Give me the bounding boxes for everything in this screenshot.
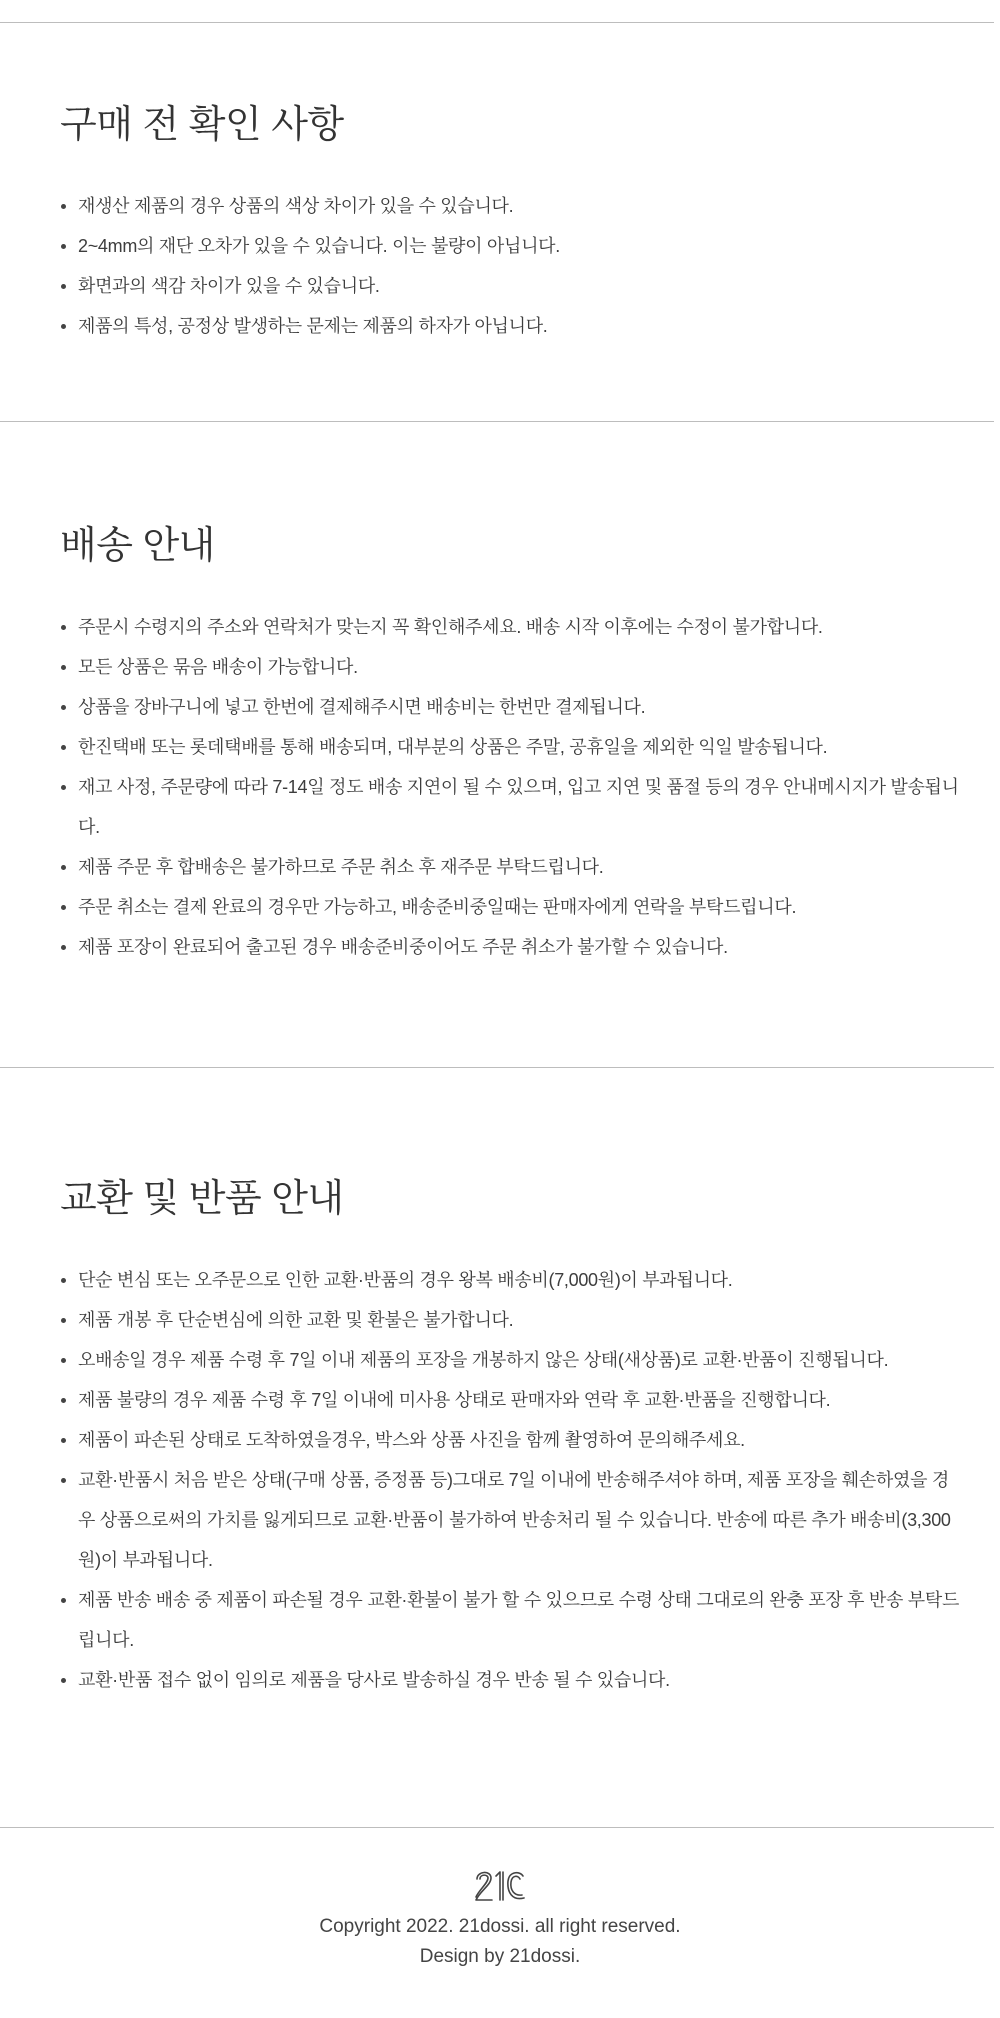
section-title: 교환 및 반품 안내 bbox=[60, 1178, 344, 1220]
section-divider bbox=[0, 421, 994, 422]
list-item: 제품 포장이 완료되어 출고된 경우 배송준비중이어도 주문 취소가 불가할 수 있습니다. bbox=[60, 927, 960, 967]
exchange-return-section bbox=[60, 1176, 960, 1700]
list-item: 단순 변심 또는 오주문으로 인한 교환·반품의 경우 왕복 배송비(7,000원)이 부과됩니다. bbox=[60, 1260, 960, 1300]
list-item: 교환·반품 접수 없이 임의로 제품을 당사로 발송하실 경우 반송 될 수 있습니다. bbox=[60, 1660, 960, 1700]
list-item: 재생산 제품의 경우 상품의 색상 차이가 있을 수 있습니다. bbox=[60, 186, 960, 226]
notice-list bbox=[60, 186, 960, 346]
list-item: 주문시 수령지의 주소와 연락처가 맞는지 꼭 확인해주세요. 배송 시작 이후에는 수정이 불가합니다. bbox=[60, 607, 960, 647]
copyright-text: Copyright 2022. 21dossi. all right reserved. bbox=[319, 1916, 681, 1937]
list-item: 제품이 파손된 상태로 도착하였을경우, 박스와 상품 사진을 함께 촬영하여 문의해주세요. bbox=[60, 1420, 960, 1460]
list-item: 제품 반송 배송 중 제품이 파손될 경우 교환·환불이 불가 할 수 있으므로 수령 상태 그대로의 완충 포장 후 반송 부탁드립니다. bbox=[60, 1580, 960, 1660]
brand-logo bbox=[472, 1866, 528, 1906]
pre-purchase-section bbox=[60, 102, 960, 346]
footer-divider bbox=[0, 1827, 994, 1828]
list-item: 재고 사정, 주문량에 따라 7-14일 정도 배송 지연이 될 수 있으며, 입고 지연 및 품절 등의 경우 안내메시지가 발송됩니다. bbox=[60, 767, 960, 847]
list-item: 오배송일 경우 제품 수령 후 7일 이내 제품의 포장을 개봉하지 않은 상태(새상품)로 교환·반품이 진행됩니다. bbox=[60, 1340, 960, 1380]
top-divider bbox=[0, 22, 994, 23]
list-item: 모든 상품은 묶음 배송이 가능합니다. bbox=[60, 647, 960, 687]
section-divider bbox=[0, 1067, 994, 1068]
list-item: 화면과의 색감 차이가 있을 수 있습니다. bbox=[60, 266, 960, 306]
design-credit: Design by 21dossi. bbox=[419, 1946, 581, 1967]
list-item: 한진택배 또는 롯데택배를 통해 배송되며, 대부분의 상품은 주말, 공휴일을 제외한 익일 발송됩니다. bbox=[60, 727, 960, 767]
notice-list bbox=[60, 1260, 960, 1700]
list-item: 제품 불량의 경우 제품 수령 후 7일 이내에 미사용 상태로 판매자와 연락 후 교환·반품을 진행합니다. bbox=[60, 1380, 960, 1420]
list-item: 제품 주문 후 합배송은 불가하므로 주문 취소 후 재주문 부탁드립니다. bbox=[60, 847, 960, 887]
list-item: 제품 개봉 후 단순변심에 의한 교환 및 환불은 불가합니다. bbox=[60, 1300, 960, 1340]
list-item: 주문 취소는 결제 완료의 경우만 가능하고, 배송준비중일때는 판매자에게 연락을 부탁드립니다. bbox=[60, 887, 960, 927]
list-item: 교환·반품시 처음 받은 상태(구매 상품, 증정품 등)그대로 7일 이내에 반송해주셔야 하며, 제품 포장을 훼손하였을 경우 상품으로써의 가치를 잃게되므로 교환·반품이 불가하여 반송처리 될 수 있습니다. 반송에 따른 추가 배송비(3,300원)이 부과됩니다. bbox=[60, 1460, 960, 1580]
section-title: 구매 전 확인 사항 bbox=[60, 104, 344, 146]
list-item: 제품의 특성, 공정상 발생하는 문제는 제품의 하자가 아닙니다. bbox=[60, 306, 960, 346]
site-footer bbox=[0, 1866, 1000, 1972]
list-item: 2~4mm의 재단 오차가 있을 수 있습니다. 이는 불량이 아닙니다. bbox=[60, 226, 960, 266]
section-title: 배송 안내 bbox=[60, 525, 215, 567]
list-item: 상품을 장바구니에 넣고 한번에 결제해주시면 배송비는 한번만 결제됩니다. bbox=[60, 687, 960, 727]
notice-list bbox=[60, 607, 960, 967]
shipping-section bbox=[60, 523, 960, 967]
